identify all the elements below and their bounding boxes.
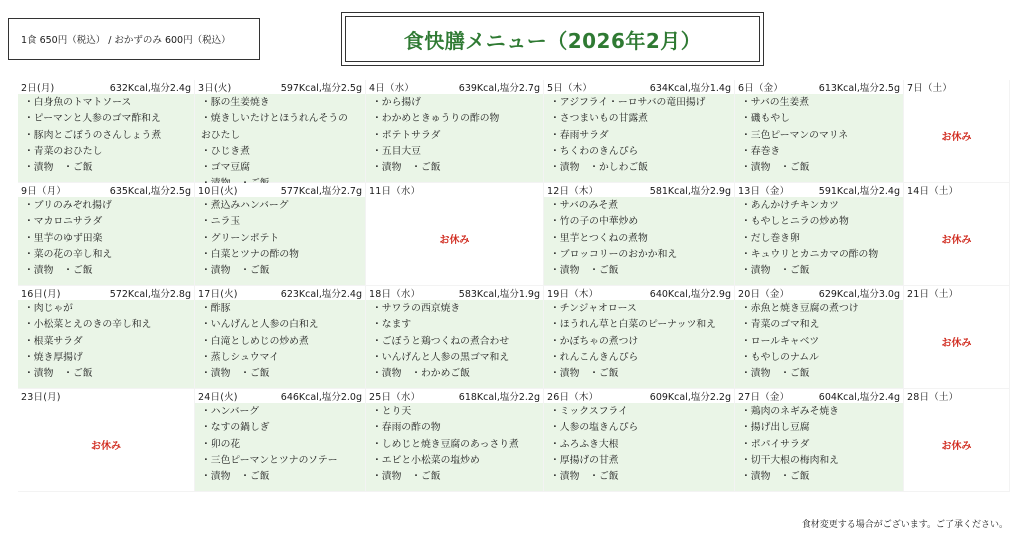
day-header <box>735 80 903 94</box>
day-cell <box>18 286 195 389</box>
day-header <box>195 80 365 94</box>
day-cell <box>366 183 544 286</box>
day-nutrition: 613Kcal,塩分2.5g <box>818 83 900 94</box>
menu-item: ・竹の子の中華炒め <box>550 216 639 228</box>
menu-item: ・漬物 ・ご飯 <box>201 368 270 380</box>
day-menu <box>904 197 1009 285</box>
day-header <box>544 286 734 300</box>
menu-item: ・サワラの西京焼き <box>372 303 461 314</box>
day-cell <box>366 389 544 492</box>
menu-item: ・人参の塩きんぴら <box>550 422 639 434</box>
day-menu <box>366 300 543 388</box>
menu-item: ・漬物 ・ご飯 <box>24 265 93 277</box>
day-nutrition: 581Kcal,塩分2.9g <box>649 186 731 197</box>
day-date: 17日(火) <box>198 289 238 300</box>
menu-item: ・漬物 ・ご飯 <box>372 162 441 174</box>
day-date: 23日(月) <box>21 392 61 403</box>
menu-item: ・さつまいもの甘露煮 <box>550 113 648 125</box>
menu-item: ・サバのみそ煮 <box>550 200 618 211</box>
day-menu <box>195 403 365 491</box>
menu-item: ・漬物 ・ご飯 <box>24 368 93 380</box>
day-cell <box>544 286 735 389</box>
day-menu <box>366 94 543 182</box>
menu-item: ・豚肉とごぼうのさんしょう煮 <box>24 129 162 141</box>
price-note: 1食 650円（税込） / おかずのみ 600円（税込） <box>21 35 231 46</box>
day-cell <box>904 389 1010 492</box>
menu-item: ・漬物 ・ご飯 <box>201 471 270 483</box>
menu-item: ・青菜のおひたし <box>24 145 103 157</box>
menu-item: ・漬物 ・ご飯 <box>741 162 810 174</box>
menu-item: ・ブロッコリーのおかか和え <box>550 248 678 260</box>
day-date: 6日（金） <box>738 83 784 94</box>
day-header <box>18 183 194 197</box>
menu-item: ・かぼちゃの煮つけ <box>550 335 639 347</box>
day-nutrition: 604Kcal,塩分2.4g <box>818 392 900 403</box>
menu-item: ・ひじき煮 <box>201 145 250 157</box>
menu-item: ・磯もやし <box>741 113 790 125</box>
menu-item: ・三色ピーマンとツナのソテー <box>201 454 338 466</box>
menu-item: ・卯の花 <box>201 438 241 450</box>
menu-item: ・いんげんと人参の白和え <box>201 319 319 331</box>
day-cell <box>18 80 195 183</box>
day-menu <box>544 197 734 285</box>
day-cell <box>544 183 735 286</box>
menu-item: ・ポパイサラダ <box>741 438 810 450</box>
holiday-label: お休み <box>439 234 470 246</box>
menu-item: ・アジフライ・ーロサバの竜田揚げ <box>550 97 706 108</box>
day-header <box>366 80 543 94</box>
menu-item: ・もやしのナムル <box>741 351 819 363</box>
day-menu <box>366 197 543 285</box>
day-menu <box>904 403 1009 491</box>
title-frame <box>341 12 764 66</box>
day-date: 19日（木） <box>547 289 599 300</box>
day-date: 26日（木） <box>547 392 599 403</box>
menu-item: ・鶏肉のネギみそ焼き <box>741 406 839 417</box>
menu-item: ・赤魚と焼き豆腐の煮つけ <box>741 303 859 314</box>
day-header <box>18 80 194 94</box>
day-menu <box>904 300 1009 388</box>
menu-item: ・漬物 ・ご飯 <box>24 162 93 174</box>
day-menu <box>366 403 543 491</box>
day-nutrition: 591Kcal,塩分2.4g <box>818 186 900 197</box>
day-date: 11日（水） <box>369 186 421 197</box>
day-date: 28日（土） <box>907 392 959 403</box>
menu-item: ・青菜のゴマ和え <box>741 319 820 331</box>
day-cell <box>735 183 904 286</box>
day-date: 24日(火) <box>198 392 238 403</box>
day-date: 10日(火) <box>198 186 238 197</box>
menu-item: ・漬物 ・わかめご飯 <box>372 368 470 380</box>
menu-item: ・ポテトサラダ <box>372 129 441 141</box>
menu-item: ・チンジャオロース <box>550 303 637 314</box>
day-date: 27日（金） <box>738 392 790 403</box>
day-header <box>735 286 903 300</box>
day-nutrition: 640Kcal,塩分2.9g <box>649 289 731 300</box>
menu-item: ・春巻き <box>741 145 781 157</box>
menu-item: ・なすの鍋しぎ <box>201 422 270 434</box>
menu-item: ・豚の生姜焼き <box>201 97 270 108</box>
day-menu <box>735 300 903 388</box>
day-cell <box>735 80 904 183</box>
day-date: 3日(火) <box>198 83 232 94</box>
menu-item: ・漬物 ・ご飯 <box>741 265 810 277</box>
day-date: 21日（土） <box>907 289 959 300</box>
day-menu <box>18 403 194 491</box>
day-header <box>366 286 543 300</box>
day-header <box>195 286 365 300</box>
menu-item: ・漬物 ・かしわご飯 <box>550 162 648 174</box>
day-cell <box>904 286 1010 389</box>
menu-item: ・白菜とツナの酢の物 <box>201 248 299 260</box>
menu-item: ・キュウリとカニカマの酢の物 <box>741 248 879 260</box>
menu-calendar <box>18 80 1010 492</box>
menu-item: ・春雨の酢の物 <box>372 422 441 434</box>
day-nutrition: 623Kcal,塩分2.4g <box>280 289 362 300</box>
day-cell <box>195 286 366 389</box>
footer-note: 食材変更する場合がございます。ご了承ください。 <box>801 520 1008 530</box>
day-date: 7日（土） <box>907 83 953 94</box>
day-nutrition: 609Kcal,塩分2.2g <box>649 392 731 403</box>
day-date: 14日（土） <box>907 186 959 197</box>
day-cell <box>366 80 544 183</box>
menu-item: ・根菜サラダ <box>24 335 83 347</box>
holiday-label: お休み <box>91 440 121 452</box>
day-nutrition: 577Kcal,塩分2.7g <box>280 186 362 197</box>
day-nutrition: 634Kcal,塩分1.4g <box>649 83 731 94</box>
day-cell <box>735 389 904 492</box>
menu-item: ・あんかけチキンカツ <box>741 200 839 211</box>
menu-item: ・蒸しシュウマイ <box>201 351 279 363</box>
menu-item: ・いんげんと人参の黒ゴマ和え <box>372 351 510 363</box>
day-cell <box>904 80 1010 183</box>
menu-item: ・里芋とつくねの煮物 <box>550 232 648 244</box>
menu-item: ・漬物 ・ご飯 <box>550 471 619 483</box>
menu-item: ・菜の花の辛し和え <box>24 248 113 260</box>
menu-item: ・れんこんきんぴら <box>550 351 639 363</box>
menu-item: ・厚揚げの甘煮 <box>550 454 619 466</box>
day-nutrition: 629Kcal,塩分3.0g <box>818 289 900 300</box>
day-date: 2日(月) <box>21 83 55 94</box>
menu-item: ・春雨サラダ <box>550 129 609 141</box>
menu-item: ・揚げ出し豆腐 <box>741 422 810 434</box>
holiday-label: お休み <box>941 440 972 452</box>
day-date: 13日（金） <box>738 186 790 197</box>
menu-item: ・とり天 <box>372 406 412 417</box>
day-header <box>544 80 734 94</box>
day-date: 20日（金） <box>738 289 790 300</box>
day-menu <box>18 94 194 182</box>
menu-item: ・もやしとニラの炒め物 <box>741 216 849 228</box>
menu-item: ・から揚げ <box>372 97 421 108</box>
day-menu <box>735 403 903 491</box>
menu-item: ・漬物 ・ご飯 <box>372 471 441 483</box>
day-header <box>544 183 734 197</box>
day-nutrition: 583Kcal,塩分1.9g <box>458 289 540 300</box>
day-nutrition: 618Kcal,塩分2.2g <box>458 392 540 403</box>
menu-item: ・ゴマ豆腐 <box>201 162 250 174</box>
day-cell <box>18 183 195 286</box>
day-nutrition: 646Kcal,塩分2.0g <box>280 392 362 403</box>
menu-item: ・なます <box>372 319 412 331</box>
day-menu <box>195 197 365 285</box>
day-cell <box>195 80 366 183</box>
day-nutrition: 597Kcal,塩分2.5g <box>280 83 362 94</box>
day-menu <box>735 94 903 182</box>
page-title: 食快膳メニュー（2026年2月） <box>345 16 760 62</box>
day-header <box>904 183 1009 197</box>
day-header <box>904 389 1009 403</box>
menu-item: ・煮込みハンバーグ <box>201 200 289 211</box>
day-header <box>735 389 903 403</box>
day-date: 5日（木） <box>547 83 593 94</box>
day-header <box>366 183 543 197</box>
day-header <box>18 286 194 300</box>
menu-item: ・漬物 ・ご飯 <box>741 368 810 380</box>
menu-item: ・ピーマンと人参のゴマ酢和え <box>24 113 161 125</box>
day-cell <box>904 183 1010 286</box>
day-header <box>18 389 194 403</box>
day-header <box>904 80 1009 94</box>
menu-item: ・焼き厚揚げ <box>24 351 83 363</box>
menu-item: ・エビと小松菜の塩炒め <box>372 454 480 466</box>
day-nutrition: 639Kcal,塩分2.7g <box>458 83 540 94</box>
day-cell <box>544 389 735 492</box>
menu-item: ・サバの生姜煮 <box>741 97 809 108</box>
menu-item: ・ロールキャベツ <box>741 335 820 347</box>
day-date: 9日（月） <box>21 186 67 197</box>
menu-item: ・漬物 ・ご飯 <box>201 265 270 277</box>
menu-item: ・五目大豆 <box>372 145 421 157</box>
holiday-label: お休み <box>941 131 972 143</box>
menu-item: ・ちくわのきんぴら <box>550 145 639 157</box>
menu-item: ・里芋のゆず田楽 <box>24 232 103 244</box>
day-header <box>904 286 1009 300</box>
day-cell <box>544 80 735 183</box>
menu-item: ・しめじと焼き豆腐のあっさり煮 <box>372 438 519 450</box>
menu-item: ・ふろふき大根 <box>550 438 619 450</box>
day-menu <box>904 94 1009 182</box>
menu-item: ・だし巻き卵 <box>741 232 800 244</box>
menu-item: ・白身魚のトマトソース <box>24 97 132 108</box>
menu-item: ・グリーンポテト <box>201 232 280 244</box>
day-menu <box>544 403 734 491</box>
menu-item: ・ごぼうと鶏つくねの煮合わせ <box>372 335 510 347</box>
holiday-label: お休み <box>941 234 972 246</box>
day-header <box>735 183 903 197</box>
day-nutrition: 635Kcal,塩分2.5g <box>109 186 191 197</box>
day-date: 4日（水） <box>369 83 415 94</box>
day-cell <box>195 183 366 286</box>
menu-item: ・小松菜とえのきの辛し和え <box>24 319 152 331</box>
day-cell <box>18 389 195 492</box>
day-menu <box>18 197 194 285</box>
day-menu <box>735 197 903 285</box>
menu-item: ・肉じゃが <box>24 303 73 314</box>
day-date: 12日（木） <box>547 186 599 197</box>
day-date: 25日（水） <box>369 392 421 403</box>
menu-item: ・酢豚 <box>201 303 231 314</box>
menu-item: ・白滝としめじの炒め煮 <box>201 335 309 347</box>
day-menu <box>18 300 194 388</box>
menu-item: ・漬物 ・ご飯 <box>550 368 619 380</box>
day-menu <box>195 300 365 388</box>
menu-item: ・わかめときゅうりの酢の物 <box>372 113 500 125</box>
day-header <box>195 183 365 197</box>
menu-item: ・ほうれん草と白菜のピーナッツ和え <box>550 319 716 331</box>
day-header <box>544 389 734 403</box>
menu-item: ・漬物 ・ご飯 <box>741 471 810 483</box>
day-menu <box>195 94 365 182</box>
day-date: 16日(月) <box>21 289 61 300</box>
menu-item: ・三色ピーマンのマリネ <box>741 129 849 141</box>
day-nutrition: 632Kcal,塩分2.4g <box>109 83 191 94</box>
day-cell <box>195 389 366 492</box>
day-nutrition: 572Kcal,塩分2.8g <box>109 289 191 300</box>
menu-item: ・ニラ玉 <box>201 216 241 228</box>
menu-item: ・ハンバーグ <box>201 406 260 417</box>
day-header <box>366 389 543 403</box>
menu-item: おひたし <box>201 129 241 141</box>
day-header <box>195 389 365 403</box>
menu-item: ・ミックスフライ <box>550 406 628 417</box>
day-cell <box>735 286 904 389</box>
day-menu <box>544 300 734 388</box>
menu-item: ・焼きしいたけとほうれんそうの <box>201 113 348 125</box>
day-cell <box>366 286 544 389</box>
menu-item: ・切干大根の梅肉和え <box>741 454 839 466</box>
menu-item: ・漬物 ・ご飯 <box>550 265 619 277</box>
menu-item: ・マカロニサラダ <box>24 216 103 228</box>
price-box <box>8 18 260 60</box>
menu-item: ・ブリのみぞれ揚げ <box>24 200 112 211</box>
holiday-label: お休み <box>941 337 972 349</box>
day-date: 18日（水） <box>369 289 421 300</box>
day-menu <box>544 94 734 182</box>
